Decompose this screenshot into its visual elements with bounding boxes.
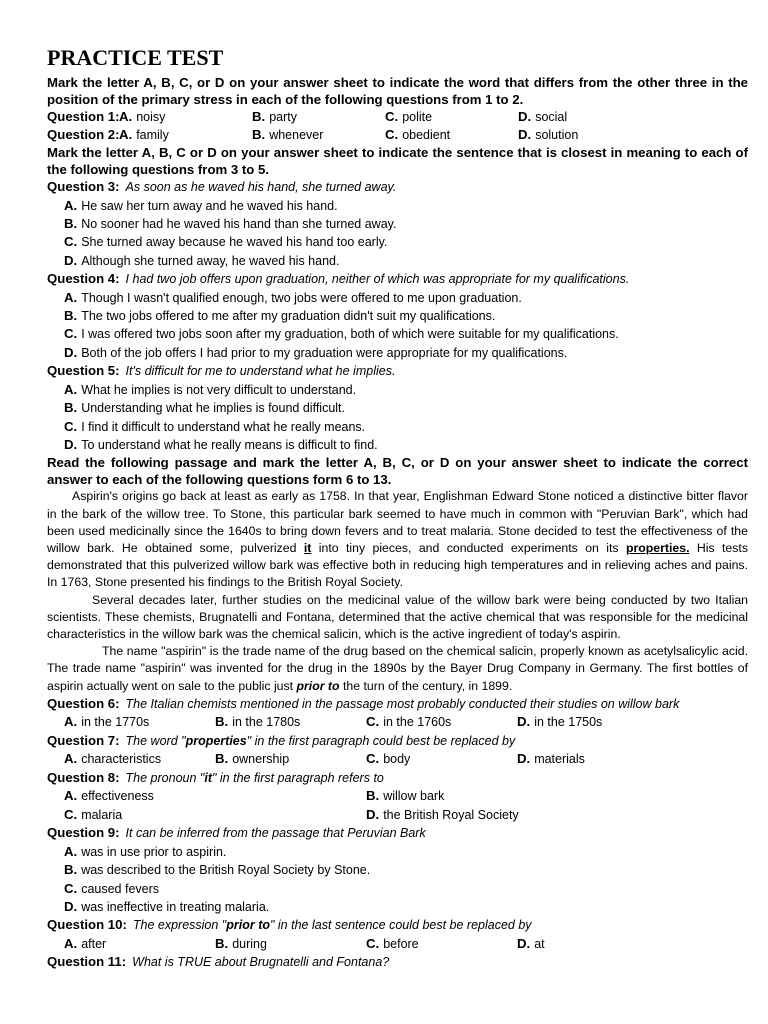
option-c: C. malaria [64, 806, 123, 822]
option-c: C. polite [385, 109, 433, 124]
keyword-prior-to: prior to [296, 678, 340, 693]
question-label: Question 5: [47, 363, 120, 379]
question-stem: As soon as he waved his hand, she turned away. [125, 180, 397, 194]
option-b: B. willow bark [366, 788, 445, 804]
option-a: A. after [64, 935, 107, 951]
question-stem: The word "properties" in the first paragraph could best be replaced by [125, 733, 516, 748]
question-label: Question 4: [47, 271, 120, 287]
question-10-options [47, 935, 748, 954]
option-b: B. The two jobs offered to me after my graduation didn't suit my qualifications. [64, 308, 496, 324]
option-b: B. whenever [252, 127, 324, 142]
option-a: A. He saw her turn away and he waved his hand. [64, 197, 338, 213]
option-c: C. I was offered two jobs soon after my graduation, both of which were suitable for my qualifications. [64, 326, 619, 342]
question-10 [47, 916, 748, 935]
question-6-options [47, 713, 748, 732]
option-c: C. caused fevers [64, 880, 160, 896]
question-8-options-row-2 [47, 806, 748, 825]
option-b: B. party [252, 109, 297, 124]
passage-paragraph-2: Several decades later, further studies on the medicinal value of the willow bark were being conducted by two Italian scientists. These chemists, Brugnatelli and Fontana, determined that the active chemical that was responsible for the medicinal characteristics in the willow bark was the chemical salicin, which is the active ingredient of today's aspirin. [47, 592, 748, 641]
question-label: Question 7: [47, 732, 120, 748]
question-label: Question 1: [47, 109, 120, 124]
question-3 [47, 178, 748, 197]
question-label: Question 9: [47, 825, 120, 841]
option-a: A. What he implies is not very difficult to understand. [64, 381, 357, 397]
option-b: B. No sooner had he waved his hand than she turned away. [64, 215, 397, 231]
question-label: Question 11: [47, 954, 127, 970]
question-stem: The pronoun "it" in the first paragraph refers to [125, 770, 384, 785]
question-5 [47, 362, 748, 381]
option-a: A. noisy [119, 109, 166, 124]
option-b: B. during [215, 935, 267, 951]
question-stem: The expression "prior to" in the last sentence could best be replaced by [132, 918, 532, 933]
keyword-it: it [303, 540, 312, 555]
question-4 [47, 270, 748, 289]
option-d: D. materials [517, 751, 585, 767]
question-2 [47, 126, 748, 144]
question-7 [47, 732, 748, 751]
page-title: PRACTICE TEST [47, 45, 224, 70]
passage-paragraph-3: The name "aspirin" is the trade name of the drug based on the chemical salicin, properly known as acetylsalicylic acid. The trade name "aspirin" was invented for the drug in the 1890s by the Bayer Drug Company in Germany. The first bottles of aspirin actually went on sale to the public just prior to the turn of the century, in 1899. [47, 644, 748, 693]
keyword-properties: properties. [625, 540, 690, 555]
question-11 [47, 953, 748, 972]
question-label: Question 10: [47, 917, 127, 933]
option-a: A. effectiveness [64, 788, 154, 804]
instruction-stress: Mark the letter A, B, C, or D on your answer sheet to indicate the word that differs from the other three in the position of the primary stress in each of the following questions from 1 to 2. [47, 75, 748, 107]
question-stem: It can be inferred from the passage that Peruvian Bark [125, 826, 426, 841]
option-a: A. was in use prior to aspirin. [64, 843, 227, 859]
option-d: D. the British Royal Society [366, 806, 519, 822]
question-8 [47, 769, 748, 788]
option-c: C. body [366, 751, 411, 767]
option-b: B. Understanding what he implies is found difficult. [64, 400, 345, 416]
question-6 [47, 695, 748, 714]
option-b: B. ownership [215, 751, 290, 767]
question-1 [47, 108, 748, 126]
option-d: D. social [518, 109, 568, 124]
option-d: D. was ineffective in treating malaria. [64, 899, 270, 915]
option-a: A. Though I wasn't qualified enough, two jobs were offered to me upon graduation. [64, 289, 522, 305]
option-a: A. characteristics [64, 751, 162, 767]
question-label: Question 3: [47, 179, 120, 194]
option-c: C. in the 1760s [366, 714, 452, 730]
option-a: A. family [119, 127, 169, 142]
passage-paragraph-1: Aspirin's origins go back at least as early as 1758. In that year, Englishman Edward Stone noticed a distinctive bitter flavor in the bark of the willow tree. To Stone, this particular bark seemed to have much in common with "Peruvian Bark", which had been used medicinally since the 1640s to bring down fevers and to treat malaria. Stone decided to test the effectiveness of the willow bark. He obtained some, pulverized it into tiny pieces, and conducted experiments on its properties. His tests demonstrated that this pulverized willow bark was effective both in reducing high temperatures and in relieving aches and pains. In 1763, Stone presented his findings to the British Royal Society. [47, 489, 748, 590]
question-stem: It's difficult for me to understand what he implies. [125, 364, 396, 379]
option-d: D. in the 1750s [517, 714, 603, 730]
instruction-meaning: Mark the letter A, B, C or D on your answer sheet to indicate the sentence that is closest in meaning to each of the following questions from 3 to 5. [47, 145, 748, 177]
question-stem: The Italian chemists mentioned in the passage most probably conducted their studies on willow bark [125, 696, 680, 711]
question-label: Question 8: [47, 769, 120, 785]
question-label: Question 2: [47, 127, 120, 142]
option-c: C. I find it difficult to understand what he really means. [64, 418, 366, 434]
question-stem: What is TRUE about Brugnatelli and Fontana? [132, 955, 390, 970]
option-b: B. in the 1780s [215, 714, 301, 730]
option-d: D. at [517, 935, 545, 951]
option-d: D. solution [518, 127, 579, 142]
option-c: C. She turned away because he waved his hand too early. [64, 234, 388, 250]
option-c: C. obedient [385, 127, 451, 142]
question-8-options-row-1 [47, 787, 748, 806]
option-d: D. Both of the job offers I had prior to my graduation were appropriate for my qualifications. [64, 344, 568, 360]
question-7-options [47, 750, 748, 769]
option-c: C. before [366, 935, 419, 951]
option-b: B. was described to the British Royal Society by Stone. [64, 862, 371, 878]
option-a: A. in the 1770s [64, 714, 150, 730]
instruction-passage: Read the following passage and mark the letter A, B, C, or D on your answer sheet to indicate the correct answer to each of the following questions form 6 to 13. [47, 455, 748, 488]
option-d: D. To understand what he really means is difficult to find. [64, 436, 378, 452]
question-9 [47, 824, 748, 843]
option-d: D. Although she turned away, he waved his hand. [64, 252, 340, 268]
question-stem: I had two job offers upon graduation, neither of which was appropriate for my qualifications. [125, 272, 630, 287]
question-label: Question 6: [47, 695, 120, 711]
